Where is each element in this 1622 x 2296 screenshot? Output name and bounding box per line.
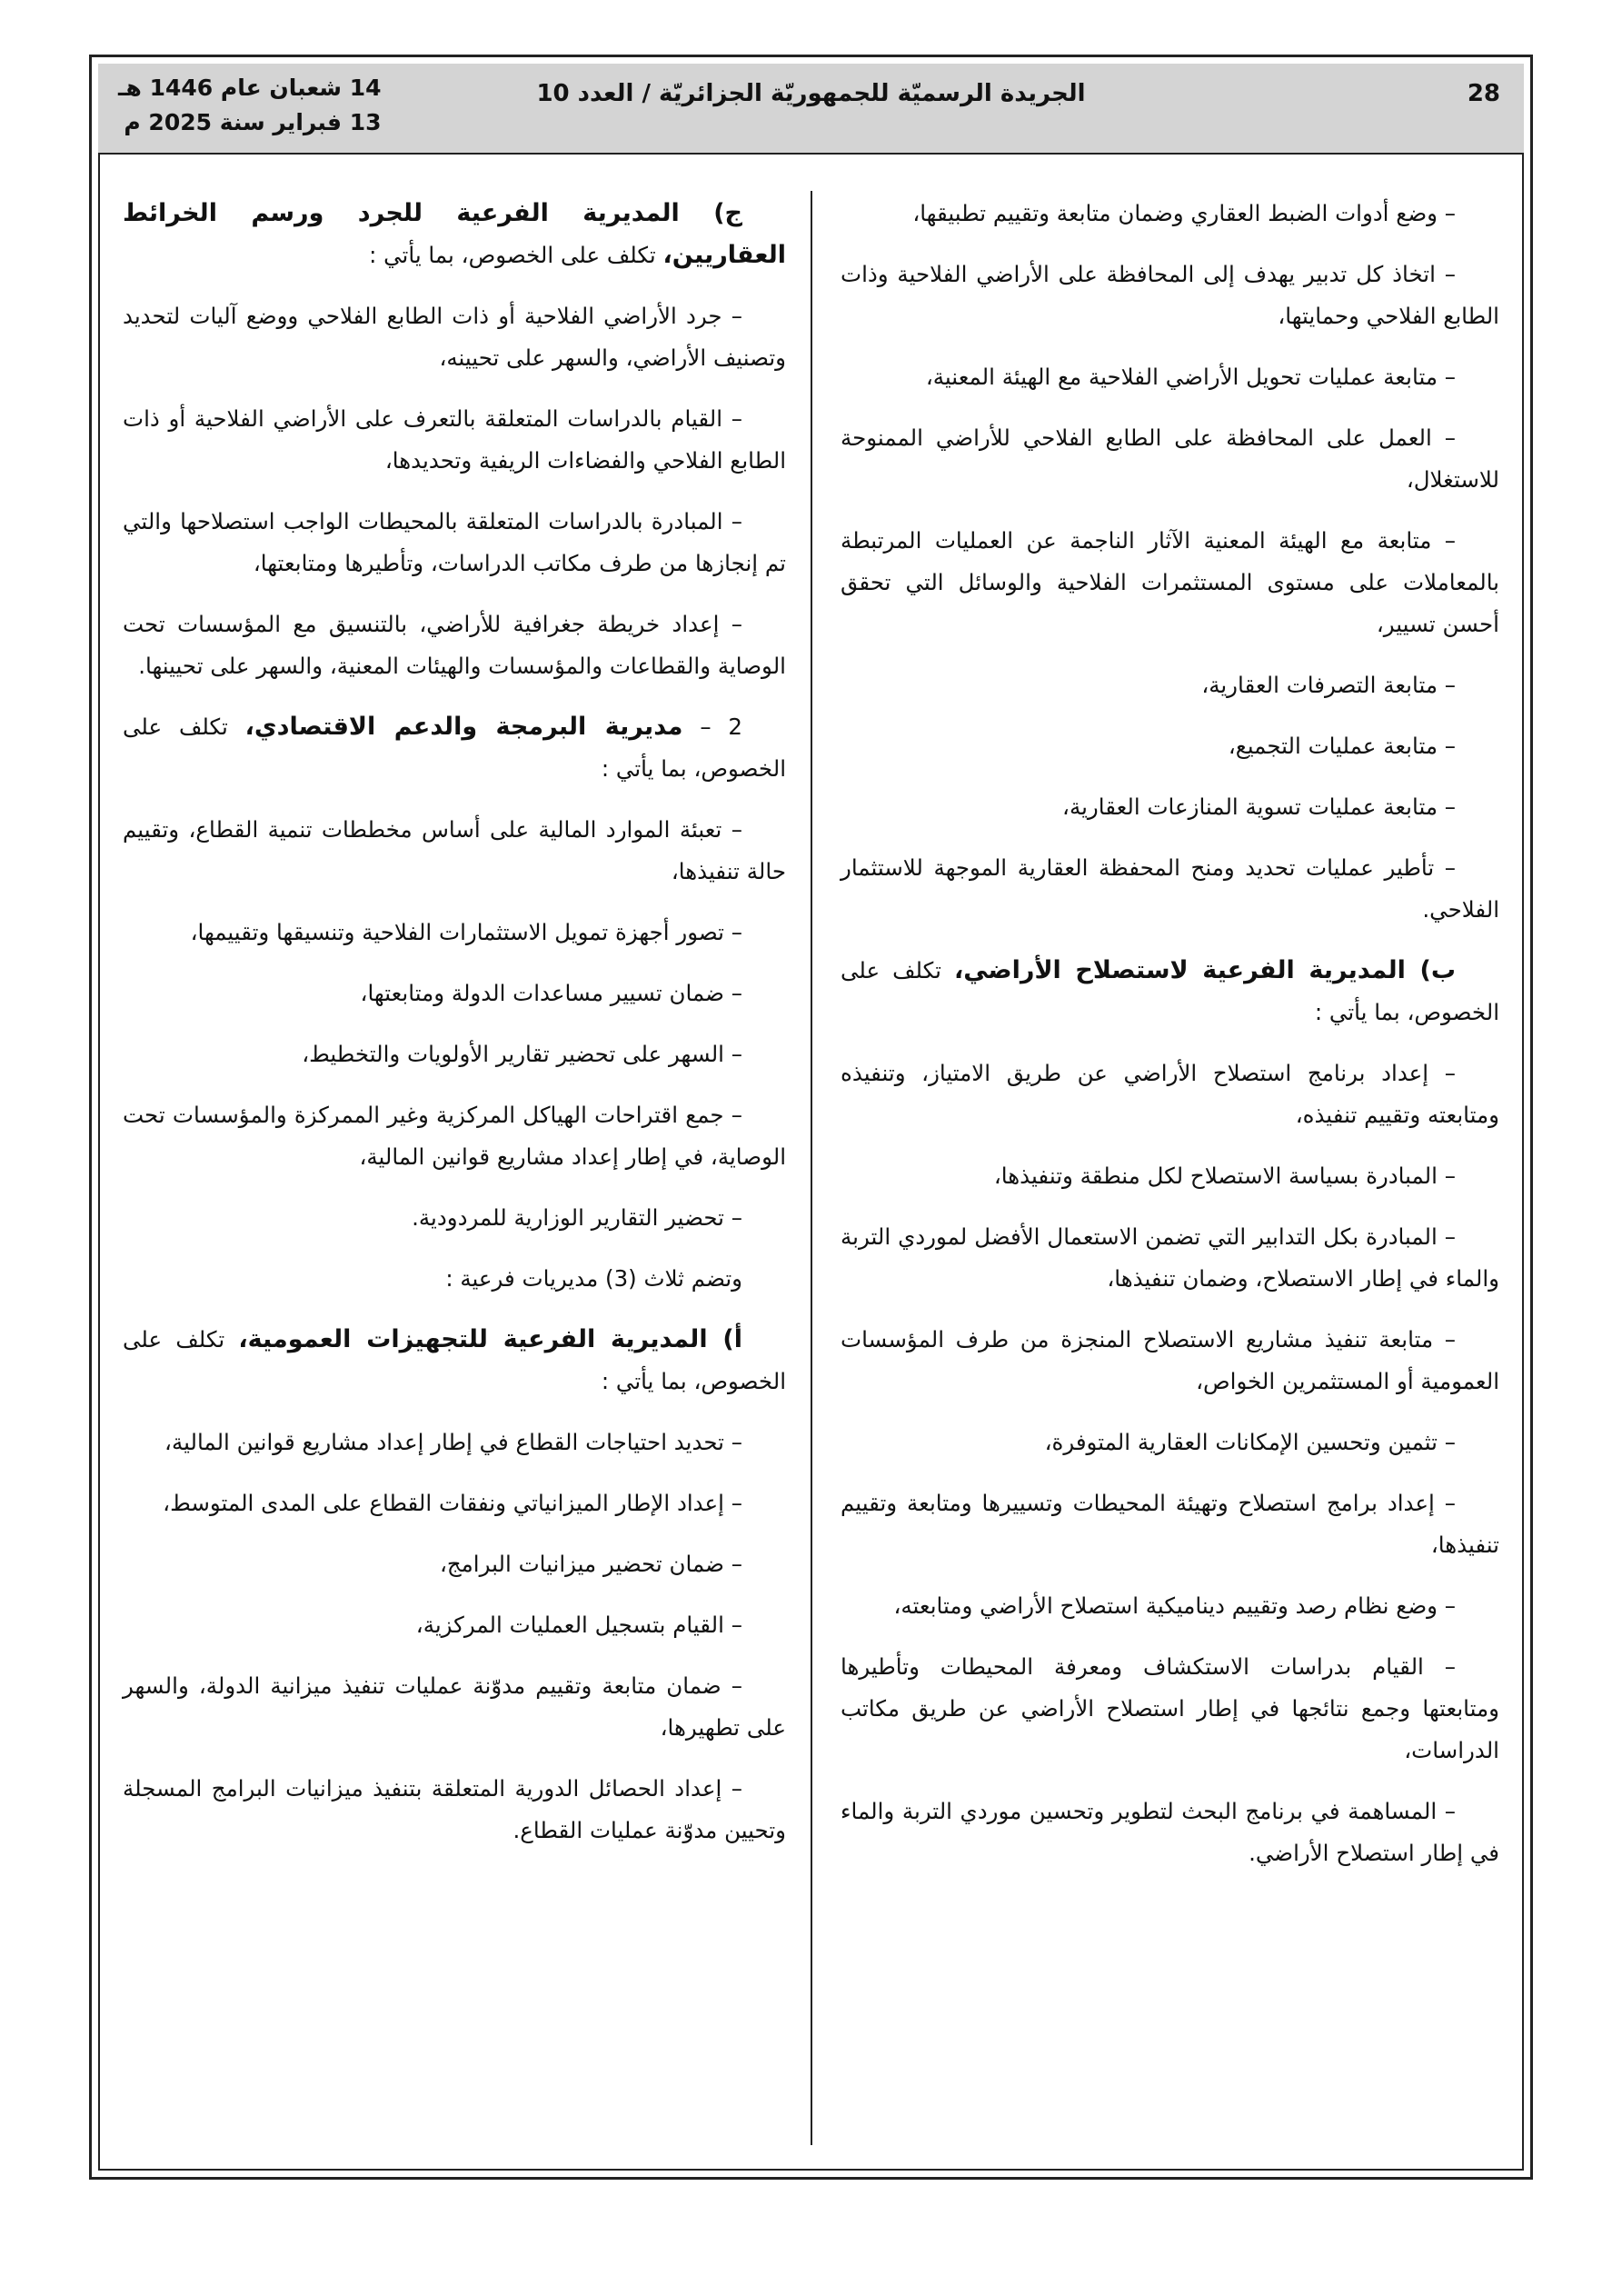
section-heading-b-title: ب) المديرية الفرعية لاستصلاح الأراضي، bbox=[953, 956, 1456, 984]
list-item: – اتخاذ كل تدبير يهدف إلى المحافظة على الأراضي الفلاحية وذات الطابع الفلاحي وحمايتها، bbox=[841, 261, 1499, 329]
list-item: – المساهمة في برنامج البحث لتطوير وتحسين موردي التربة والماء في إطار استصلاح الأراضي. bbox=[841, 1798, 1499, 1866]
section-number: 2 – bbox=[682, 714, 743, 740]
list-item: – تثمين وتحسين الإمكانات العقارية المتوفرة، bbox=[1044, 1429, 1456, 1455]
list-item: – ضمان متابعة وتقييم مدوّنة عمليات تنفيذ ميزانية الدولة، والسهر على تطهيرها، bbox=[123, 1672, 786, 1741]
list-item: – المبادرة بسياسة الاستصلاح لكل منطقة وتنفيذها، bbox=[993, 1163, 1456, 1189]
section-heading-b bbox=[841, 950, 1499, 1033]
list-item: – إعداد الإطار الميزانياتي ونفقات القطاع على المدى المتوسط، bbox=[163, 1490, 742, 1516]
subdirectorates-intro: وتضم ثلاث (3) مديريات فرعية : bbox=[445, 1265, 742, 1292]
list-item: – العمل على المحافظة على الطابع الفلاحي للأراضي الممنوحة للاستغلال، bbox=[841, 424, 1499, 493]
page-number: 28 bbox=[1467, 80, 1500, 107]
date-hijri: 14 شعبان عام 1446 هـ bbox=[118, 75, 382, 101]
list-item: – متابعة تنفيذ مشاريع الاستصلاح المنجزة من طرف المؤسسات العمومية أو المستثمرين الخواص، bbox=[841, 1326, 1499, 1394]
list-item: – القيام بدراسات الاستكشاف ومعرفة المحيطات وتأطيرها ومتابعتها وجمع نتائجها في إطار استصلاح الأراضي عن طريق مكاتب الدراسات، bbox=[841, 1653, 1499, 1763]
section-heading-a-rest: تكلف على الخصوص، بما يأتي : bbox=[123, 1326, 786, 1394]
list-item: – القيام بالدراسات المتعلقة بالتعرف على الأراضي الفلاحية أو ذات الطابع الفلاحي والفضاءات الريفية وتحديدها، bbox=[123, 405, 786, 474]
left-column bbox=[123, 193, 786, 1871]
column-divider bbox=[811, 191, 812, 2145]
list-item: – متابعة مع الهيئة المعنية الآثار الناجمة عن العمليات المرتبطة بالمعاملات على مستوى المستثمرات الفلاحية والوسائل التي تحقق أحسن تسيير، bbox=[841, 527, 1499, 637]
section-heading-c bbox=[123, 193, 786, 276]
list-item: – السهر على تحضير تقارير الأولويات والتخطيط، bbox=[302, 1041, 742, 1067]
section-heading-c-title: ج) المديرية الفرعية للجرد ورسم الخرائط العقاريين، bbox=[123, 199, 786, 269]
list-item: – وضع أدوات الضبط العقاري وضمان متابعة وتقييم تطبيقها، bbox=[912, 200, 1456, 226]
list-item: – ضمان تحضير ميزانيات البرامج، bbox=[439, 1551, 742, 1577]
list-item: – متابعة عمليات تسوية المنازعات العقارية، bbox=[1062, 794, 1456, 820]
list-item: – متابعة التصرفات العقارية، bbox=[1201, 672, 1456, 698]
date-gregorian: 13 فبراير سنة 2025 م bbox=[124, 109, 382, 135]
list-item: – متابعة عمليات تحويل الأراضي الفلاحية مع الهيئة المعنية، bbox=[925, 364, 1456, 390]
list-item: – تصور أجهزة تمويل الاستثمارات الفلاحية وتنسيقها وتقييمها، bbox=[190, 919, 742, 945]
list-item: – جرد الأراضي الفلاحية أو ذات الطابع الفلاحي ووضع آليات لتحديد وتصنيف الأراضي، والسهر على تحيينه، bbox=[123, 303, 786, 371]
section-heading-2-title: مديرية البرمجة والدعم الاقتصادي، bbox=[244, 713, 683, 741]
issue-date bbox=[118, 71, 382, 140]
section-heading-b-rest: تكلف على الخصوص، بما يأتي : bbox=[841, 957, 1499, 1025]
list-item: – المبادرة بكل التدابير التي تضمن الاستعمال الأفضل لموردي التربة والماء في إطار الاستصلاح، وضمان تنفيذها، bbox=[841, 1223, 1499, 1292]
gazette-title: الجريدة الرسميّة للجمهوريّة الجزائريّة / العدد 10 bbox=[536, 80, 1086, 107]
section-heading-2-rest: تكلف على الخصوص، بما يأتي : bbox=[123, 714, 786, 782]
list-item: – إعداد برنامج استصلاح الأراضي عن طريق الامتياز، وتنفيذه ومتابعته وتقييم تنفيذه، bbox=[841, 1060, 1499, 1128]
list-item: – تعبئة الموارد المالية على أساس مخططات تنمية القطاع، وتقييم حالة تنفيذها، bbox=[123, 816, 786, 884]
list-item: – تحديد احتياجات القطاع في إطار إعداد مشاريع قوانين المالية، bbox=[164, 1429, 742, 1455]
list-item: – ضمان تسيير مساعدات الدولة ومتابعتها، bbox=[360, 980, 742, 1006]
list-item: – تحضير التقارير الوزارية للمردودية. bbox=[412, 1204, 742, 1231]
list-item: – إعداد برامج استصلاح وتهيئة المحيطات وتسييرها ومتابعة وتقييم تنفيذها، bbox=[841, 1490, 1499, 1558]
list-item: – متابعة عمليات التجميع، bbox=[1228, 733, 1456, 759]
list-item: – القيام بتسجيل العمليات المركزية، bbox=[415, 1612, 742, 1638]
list-item: – إعداد الحصائل الدورية المتعلقة بتنفيذ ميزانيات البرامج المسجلة وتحيين مدوّنة عمليات القطاع. bbox=[123, 1775, 786, 1843]
list-item: – جمع اقتراحات الهياكل المركزية وغير الممركزة والمؤسسات تحت الوصاية، في إطار إعداد مشاريع قوانين المالية، bbox=[123, 1102, 786, 1170]
section-heading-a-title: أ) المديرية الفرعية للتجهيزات العمومية، bbox=[238, 1325, 742, 1353]
list-item: – إعداد خريطة جغرافية للأراضي، بالتنسيق مع المؤسسات تحت الوصاية والقطاعات والمؤسسات والهيئات المعنية، والسهر على تحيينها. bbox=[123, 611, 786, 679]
list-item: – المبادرة بالدراسات المتعلقة بالمحيطات الواجب استصلاحها والتي تم إنجازها من طرف مكاتب الدراسات، وتأطيرها ومتابعتها، bbox=[123, 508, 786, 576]
section-heading-a bbox=[123, 1319, 786, 1403]
section-heading-2 bbox=[123, 706, 786, 790]
list-item: – وضع نظام رصد وتقييم ديناميكية استصلاح الأراضي ومتابعته، bbox=[893, 1592, 1456, 1619]
section-heading-c-rest: تكلف على الخصوص، بما يأتي : bbox=[369, 242, 663, 268]
page-header bbox=[98, 64, 1524, 155]
list-item: – تأطير عمليات تحديد ومنح المحفظة العقارية الموجهة للاستثمار الفلاحي. bbox=[841, 854, 1499, 923]
right-column bbox=[841, 193, 1499, 1893]
